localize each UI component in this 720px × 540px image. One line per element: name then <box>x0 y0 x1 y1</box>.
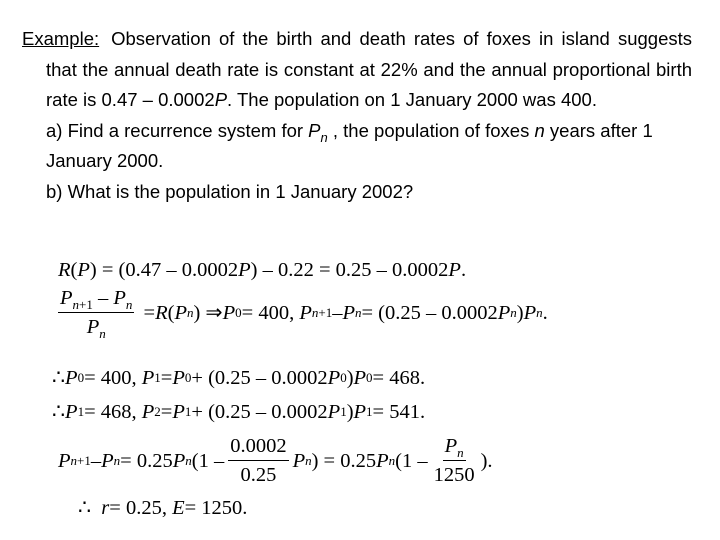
part-b: b) What is the population in 1 January 2002? <box>46 180 414 202</box>
solution-line-1: R ( P ) = (0.47 – 0.0002 P ) – 0.22 = 0.25 – 0.0002 P . <box>58 259 467 281</box>
part-a: a) Find a recurrence system for $P_n$ , the population of foxes n years after 1 January 2000. <box>46 119 653 171</box>
solution-line-3: ∴ P 0 = 400, P 1 = P 0 + (0.25 – 0.0002 P 0 ) P 0 = 468. <box>52 367 426 389</box>
capacity-fraction: $\frac{P_n}{1250}$ <box>433 435 475 486</box>
solution-line-5: P n+1 – P n = 0.25 P n (1 – $\frac{0.0002}{0.25}$ P n ) = 0.25 P n (1 – $\frac{P_n}{1250}$ ). <box>58 435 493 486</box>
problem-statement <box>22 24 692 207</box>
solution-line-4: ∴ P 1 = 468, P 2 = P 1 + (0.25 – 0.0002 P 1 ) P 1 = 541. <box>52 401 426 423</box>
solution-line-2: $\frac{P_{n+1} - P_n}{P_n}$ = R ( P n ) ⇒ P 0 = 400, P n+1 – P n = (0.25 – 0.0002 P n ) P n . <box>60 287 548 341</box>
problem-paragraph: Example: Observation of the birth and death rates of foxes in island suggests that the annual death rate is constant at 22% and the annual proportional birth rate is 0.47 – 0.0002P. The population on 1 January 2000 was 400. <box>22 28 692 110</box>
example-label: Example: <box>22 28 100 49</box>
growth-fraction: $\frac{P_{n+1} - P_n}{P_n}$ <box>60 287 133 341</box>
ratio-fraction: $\frac{0.0002}{0.25}$ <box>230 435 287 486</box>
solution-line-6: ∴ r = 0.25, E = 1250. <box>78 497 248 519</box>
